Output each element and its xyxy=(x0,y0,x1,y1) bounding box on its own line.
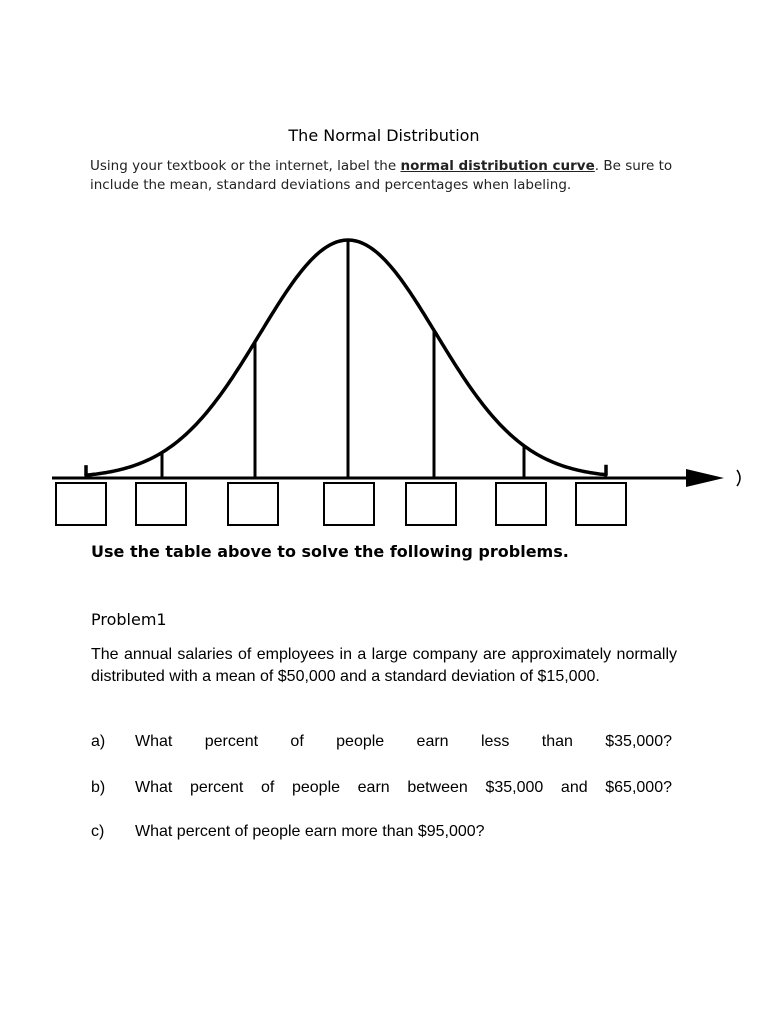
x-axis-arrowhead xyxy=(686,469,724,487)
label-box[interactable] xyxy=(323,482,375,526)
label-box[interactable] xyxy=(405,482,457,526)
question-a xyxy=(91,733,672,751)
question-label: b) xyxy=(91,779,106,796)
normal-curve-diagram xyxy=(0,220,768,490)
label-box[interactable] xyxy=(55,482,107,526)
question-text: What percent of people earn between $35,000 and $65,000? xyxy=(135,779,672,796)
section-instruction: Use the table above to solve the following problems. xyxy=(91,542,569,561)
axis-end-mark xyxy=(737,470,740,486)
label-box[interactable] xyxy=(575,482,627,526)
problem-statement: The annual salaries of employees in a large company are approximately normally distributed with a mean of $50,000 and a standard deviation of $15,000. xyxy=(91,646,677,685)
label-box[interactable] xyxy=(495,482,547,526)
question-c xyxy=(91,823,672,841)
label-box[interactable] xyxy=(135,482,187,526)
labeling-instructions xyxy=(90,157,690,195)
question-text: What percent of people earn more than $95,000? xyxy=(135,823,485,840)
bell-curve xyxy=(86,240,606,475)
instructions-text-start: Using your textbook or the internet, label the xyxy=(90,158,401,174)
problem-heading: Problem1 xyxy=(91,610,167,629)
instructions-text-end: . Be sure to include the mean, standard deviations and percentages when labeling. xyxy=(90,158,673,193)
label-box[interactable] xyxy=(227,482,279,526)
page-title: The Normal Distribution xyxy=(288,126,480,145)
instructions-key-term: normal distribution curve xyxy=(400,158,595,174)
question-label: a) xyxy=(91,733,106,750)
question-b xyxy=(91,779,672,797)
question-label: c) xyxy=(91,823,105,840)
question-text: What percent of people earn less than $35,000? xyxy=(135,733,672,750)
